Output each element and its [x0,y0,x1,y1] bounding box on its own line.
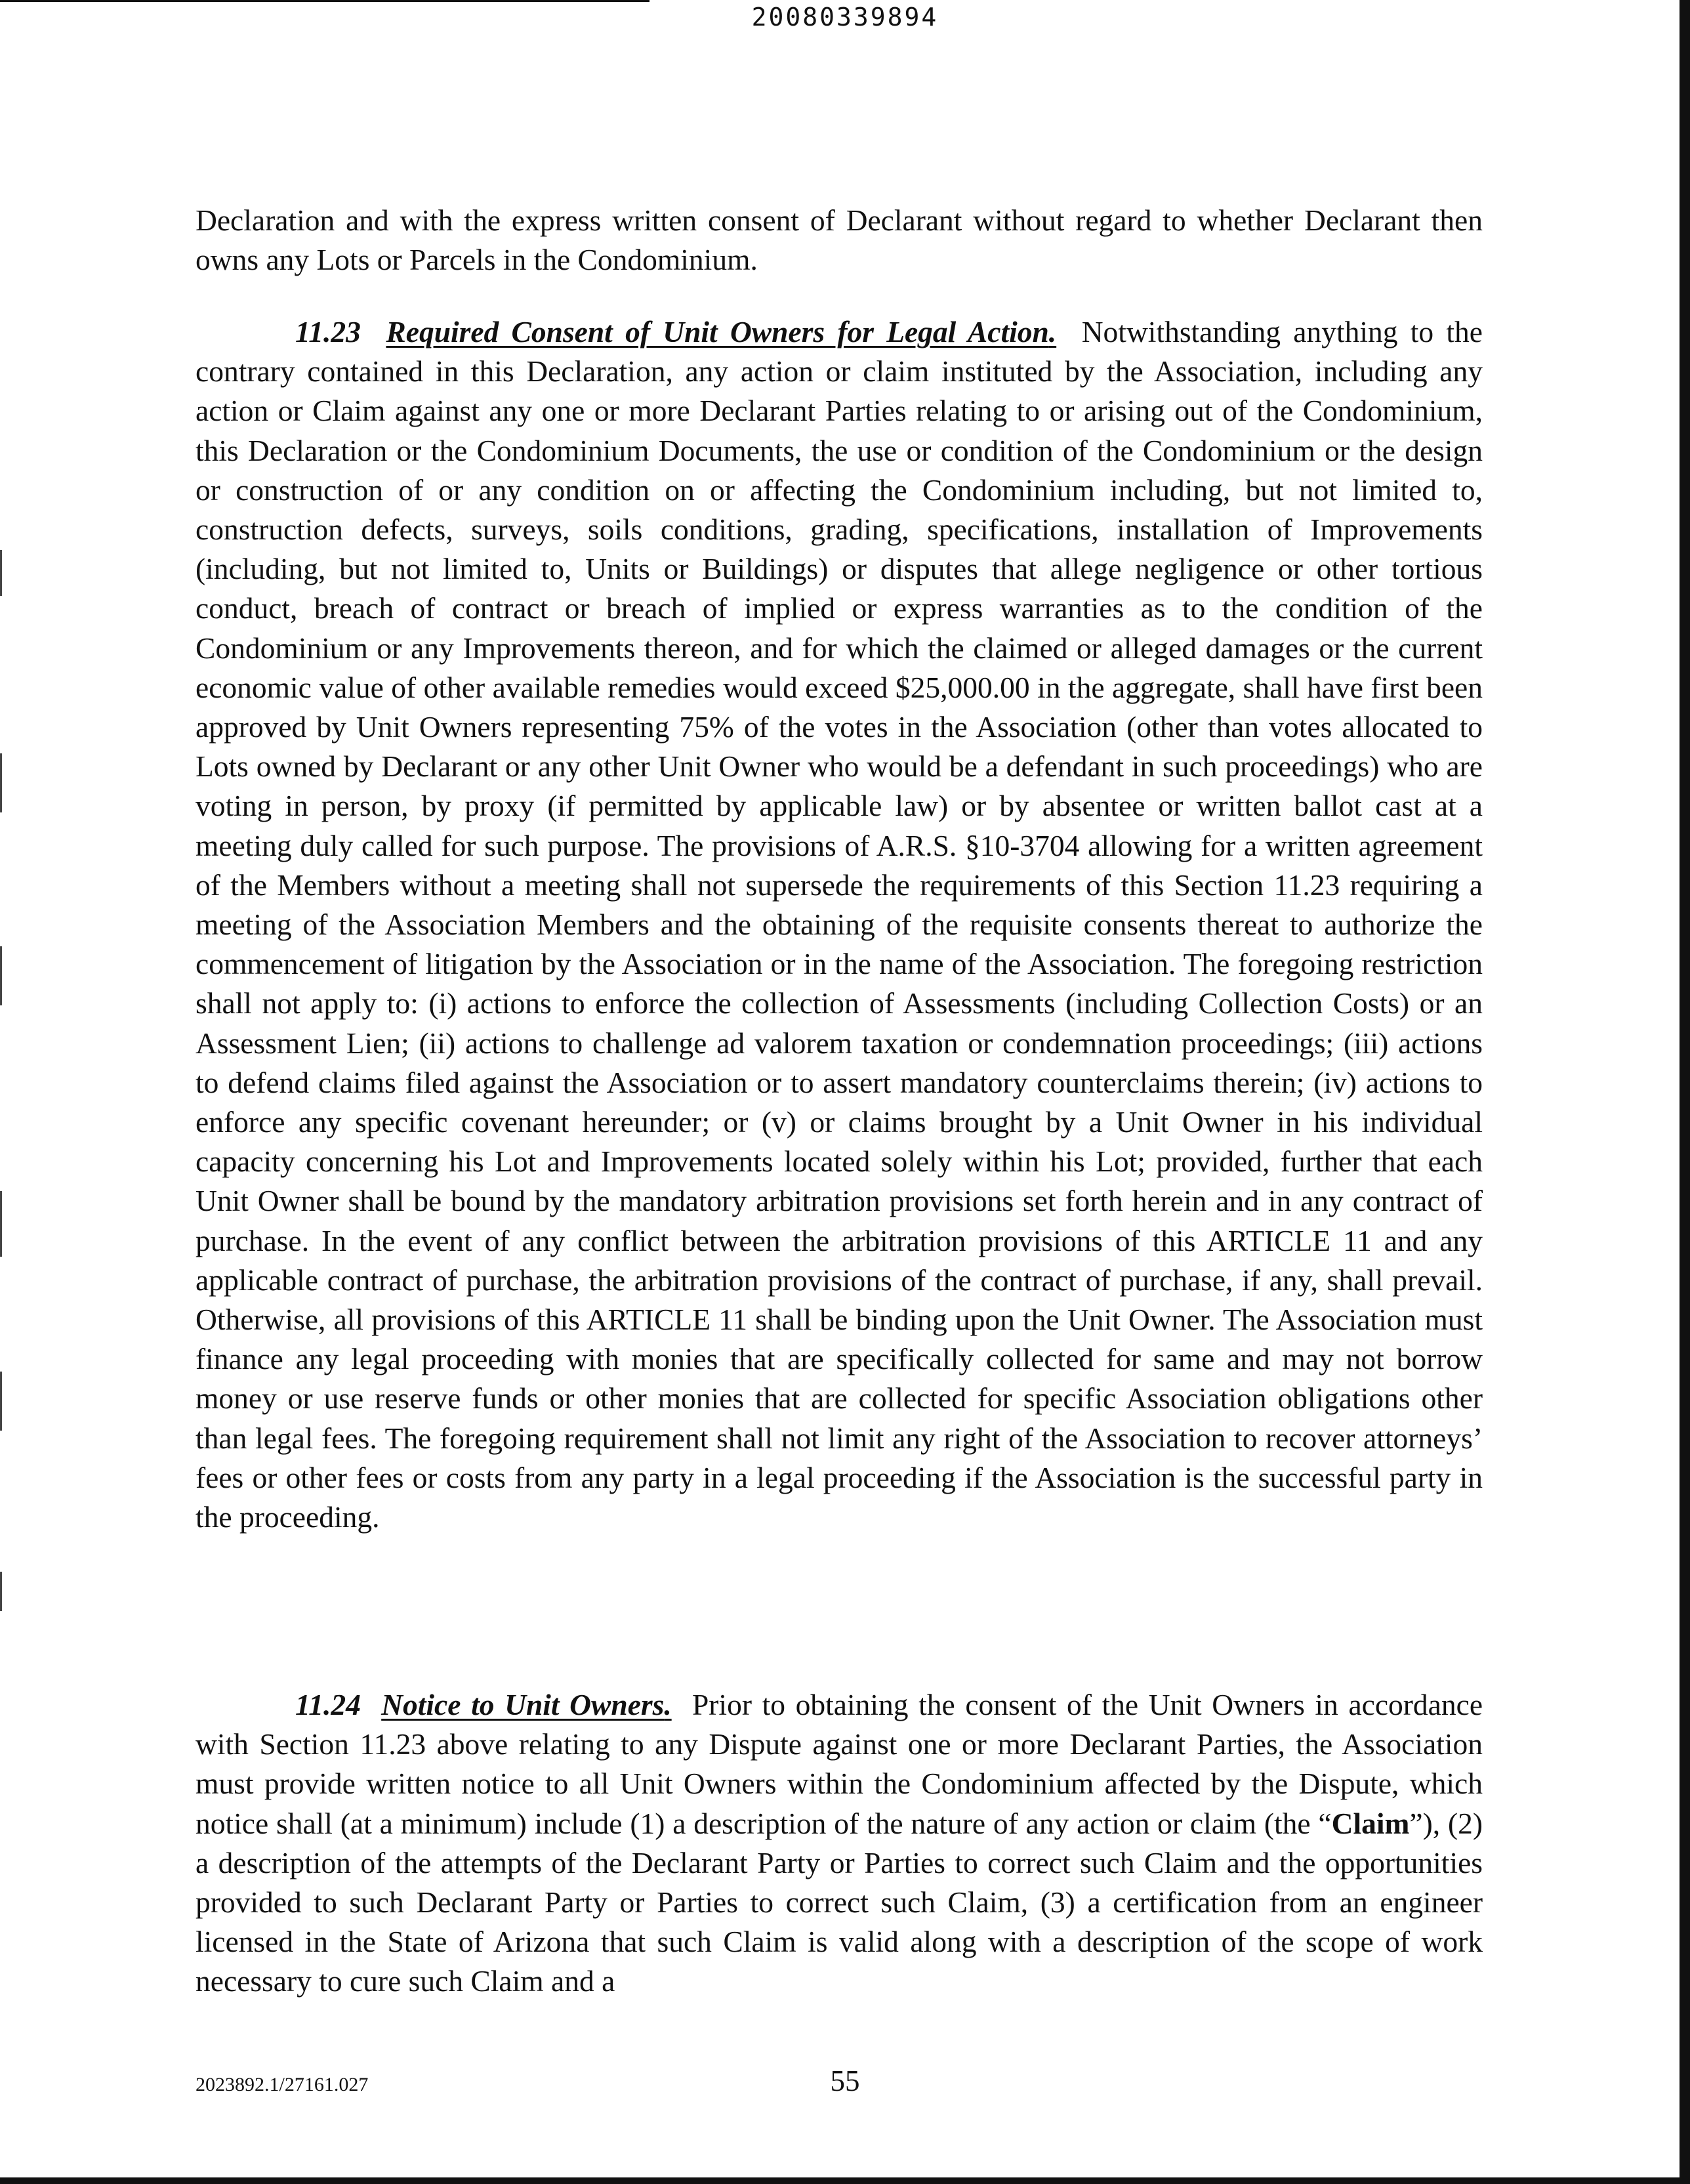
margin-scan-mark [0,550,2,596]
section-body-part2: ”), (2) a description of the attempts of the Declarant Party or Parties to correct such Claim and the opportunities provided to such Declarant Party or Parties to correct such Claim, (3) a certification from an engineer licensed in the State of Arizona that such Claim is valid along with a description of the scope of work necessary to cure such Claim and a [196,1806,1483,1998]
bottom-scan-border [0,2177,1690,2184]
footer-document-id: 2023892.1/27161.027 [196,2074,369,2095]
defined-term: Claim [1331,1806,1410,1840]
section-title [381,1688,672,1721]
margin-scan-mark [0,1191,2,1257]
margin-scan-mark [0,1372,2,1431]
section-title-punct: . [1048,315,1057,348]
section-title-text: Notice to Unit Owners [381,1688,665,1721]
page-number: 55 [830,2065,860,2097]
margin-scan-mark [0,753,2,812]
section-number: 11.24 [295,1688,361,1721]
section-body-part1: Prior to obtaining the consent of the Unit Owners in accordance with Section 11.23 above relating to any Dispute against one or more Declarant Parties, the Association must provide written notice to all Unit Owners within the Condominium affected by the Dispute, which notice shall (at a minimum) include (1) a description of the nature of any action or claim (the “ [196,1688,1483,1840]
right-scan-border [1680,0,1690,2184]
margin-scan-mark [0,1572,2,1611]
paragraph-continuation [196,201,1483,280]
section-title-punct: . [664,1688,672,1721]
section-body: Notwithstanding anything to the contrary contained in this Declaration, any action or claim instituted by the Association, including any action or Claim against any one or more Declarant Parties relating to or arising out of the Condominium, this Declaration or the Condominium Documents, the use or condition of the Condominium or the design or construction of or any condition on or affecting the Condominium including, but not limited to, construction defects, surveys, soils conditions, grading, specifications, installation of Improvements (including, but not limited to, Units or Buildings) or disputes that allege negligence or other tortious conduct, breach of contract or breach of implied or express warranties as to the condition of the Condominium or any Improvements thereon, and for which the claimed or alleged damages or the current economic value of other available remedies would exceed $25,000.00 in the aggregate, shall have first been approved by Unit Owners representing 75% of the votes in the Association (other than votes allocated to Lots owned by Declarant or any other Unit Owner who would be a defendant in such proceedings) who are voting in person, by proxy (if permitted by applicable law) or by absentee or written ballot cast at a meeting duly called for such purpose. The provisions of A.R.S. §10-3704 allowing for a written agreement of the Members without a meeting shall not supersede the requirements of this Section 11.23 requiring a meeting of the Association Members and the obtaining of the requisite consents thereat to authorize the commencement of litigation by the Association or in the name of the Association. The foregoing restriction shall not apply to: (i) actions to enforce the collection of Assessments (including Collection Costs) or an Assessment Lien; (ii) actions to challenge ad valorem taxation or condemnation proceedings; (iii) actions to defend claims filed against the Association or to assert mandatory counterclaims therein; (iv) actions to enforce any specific covenant hereunder; or (v) or claims brought by a Unit Owner in his individual capacity concerning his Lot and Improvements located solely within his Lot; provided, further that each Unit Owner shall be bound by the mandatory arbitration provisions set forth herein and in any contract of purchase. In the event of any conflict between the arbitration provisions of this ARTICLE 11 and any applicable contract of purchase, the arbitration provisions of the contract of purchase, if any, shall prevail. Otherwise, all provisions of this ARTICLE 11 shall be binding upon the Unit Owner. The Association must finance any legal proceeding with monies that are specifically collected for same and may not borrow money or use reserve funds or other monies that are collected for specific Association obligations other than legal fees. The foregoing requirement shall not limit any right of the Association to recover attorneys’ fees or other fees or costs from any party in a legal proceeding if the Association is the successful party in the proceeding. [196,315,1483,1534]
section-number: 11.23 [295,315,361,348]
section-11-23-paragraph [196,312,1483,1537]
section-title-text: Required Consent of Unit Owners for Legal Action [386,315,1049,348]
recording-number: 20080339894 [751,3,939,32]
section-title [386,315,1056,348]
top-rule [0,0,649,2]
paragraph-text: Declaration and with the express written consent of Declarant without regard to whether Declarant then owns any Lots or Parcels in the Condominium. [196,203,1483,277]
section-11-24-paragraph [196,1685,1483,2002]
margin-scan-mark [0,946,2,1005]
